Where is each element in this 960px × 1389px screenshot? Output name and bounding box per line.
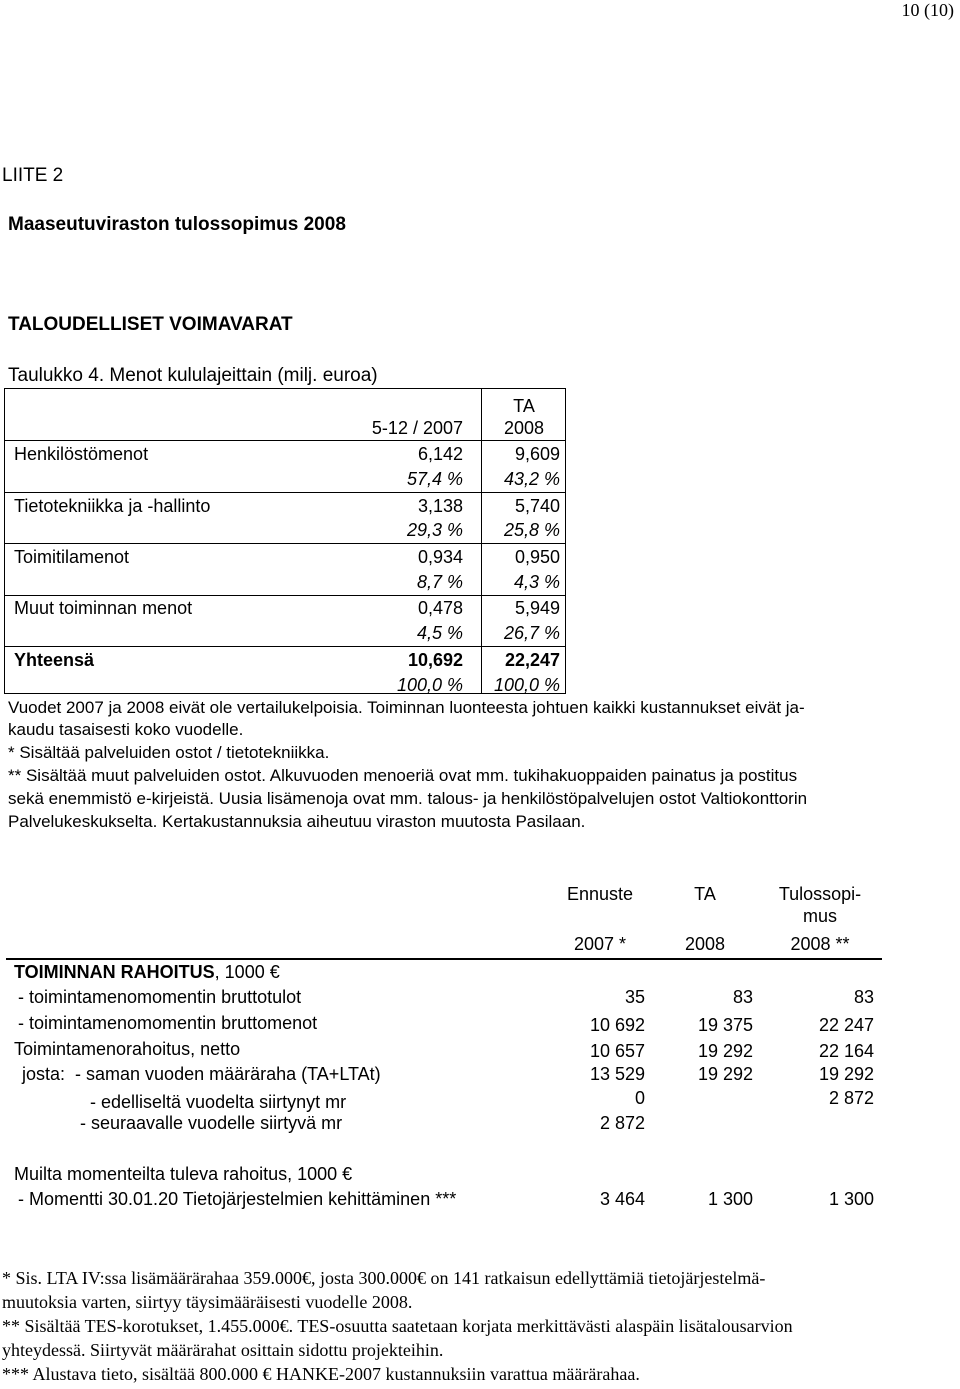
table1-total-percent-2007: 100,0 % <box>396 675 463 695</box>
footnote: muutoksia varten, siirtyy täysimääräisesti vuodelle 2008. <box>2 1292 413 1312</box>
table1-value-2008: 5,949 <box>514 598 560 618</box>
table2-value-ennuste: 0 <box>634 1088 645 1108</box>
table2-row-label: Toimintamenorahoitus, netto <box>14 1039 241 1059</box>
footnote: *** Alustava tieto, sisältää 800.000 € HANKE-2007 kustannuksiin varattua määrärahaa. <box>2 1364 640 1384</box>
table2-section1-title-unit: , 1000 € <box>214 962 280 982</box>
section-title: TALOUDELLISET VOIMAVARAT <box>8 314 293 335</box>
table2-col1-header: Ennuste <box>566 884 634 904</box>
table1-percent-2007: 4,5 % <box>416 623 463 643</box>
table1-value-2007: 0,478 <box>417 598 463 618</box>
table1-percent-2008: 25,8 % <box>503 520 560 540</box>
table2-value-ennuste: 10 692 <box>589 1015 645 1035</box>
table2-row-label: - seuraavalle vuodelle siirtyvä mr <box>80 1113 343 1133</box>
table2-value-ta: 19 375 <box>697 1015 753 1035</box>
footnote: yhteydessä. Siirtyvät määrärahat osittain sidottu projekteihin. <box>2 1340 444 1360</box>
table2-value-ta: 19 292 <box>697 1064 753 1084</box>
page-number: 10 (10) <box>901 0 954 20</box>
table2-value-ta: 1 300 <box>707 1189 753 1209</box>
table1-value-2007: 6,142 <box>417 444 463 464</box>
table1-total-percent-2008: 100,0 % <box>493 675 560 695</box>
table1-row-label: Henkilöstömenot <box>14 444 149 464</box>
table2-value-tulossopimus: 2 872 <box>828 1088 874 1108</box>
table1-row-label: Muut toiminnan menot <box>14 598 193 618</box>
table2-row-label: - toimintamenomomentin bruttotulot <box>18 987 302 1007</box>
table1-value-2007: 0,934 <box>417 547 463 567</box>
table2-col2-header: TA <box>694 884 716 904</box>
table2-value-ennuste: 13 529 <box>589 1064 645 1084</box>
table1-value-2008: 9,609 <box>514 444 560 464</box>
table1-value-2008: 0,950 <box>514 547 560 567</box>
table2-value-tulossopimus: 1 300 <box>828 1189 874 1209</box>
table1-total-label: Yhteensä <box>14 650 95 670</box>
table1-note: sekä enemmistö e-kirjeistä. Uusia lisämenoja ovat mm. talous- ja henkilöstöpalvelujen ostot Valtiokonttorin <box>8 789 808 808</box>
table2-col3-header: Tulossopi- <box>778 884 862 904</box>
table2-row-label: - toimintamenomomentin bruttomenot <box>18 1013 318 1033</box>
table2-value-tulossopimus: 19 292 <box>818 1064 874 1084</box>
table2-header-rule <box>6 958 882 960</box>
table1-percent-2008: 4,3 % <box>513 572 560 592</box>
table1-percent-2007: 8,7 % <box>416 572 463 592</box>
table2-value-ta: 19 292 <box>697 1041 753 1061</box>
table1-total-2008: 22,247 <box>504 650 560 670</box>
table1-percent-2007: 57,4 % <box>406 469 463 489</box>
table1-percent-2008: 43,2 % <box>503 469 560 489</box>
table2-col3-header-cont: mus <box>802 906 837 926</box>
table1-col2-header-year: 2008 <box>503 418 545 438</box>
table1-row-divider <box>4 492 566 493</box>
table2-col3-year: 2008 ** <box>790 934 850 954</box>
table2-section1-title-bold: TOIMINNAN RAHOITUS <box>14 962 215 982</box>
table2-value-ta: 83 <box>732 987 753 1007</box>
appendix-label: LIITE 2 <box>2 165 64 186</box>
table2-section2-title: Muilta momenteilta tuleva rahoitus, 1000 € <box>14 1164 353 1184</box>
table1-row-label: Tietotekniikka ja -hallinto <box>14 496 211 516</box>
table2-value-ennuste: 10 657 <box>589 1041 645 1061</box>
table1-col2-header-ta: TA <box>513 396 535 416</box>
table1-note: kaudu tasaisesti koko vuodelle. <box>8 720 244 739</box>
table1-note: Palvelukeskukselta. Kertakustannuksia aiheutuu viraston muutosta Pasilaan. <box>8 812 586 831</box>
table2-value-ennuste: 2 872 <box>599 1113 645 1133</box>
table2-col1-year: 2007 * <box>573 934 627 954</box>
table1-row-label: Toimitilamenot <box>14 547 130 567</box>
table2-value-ennuste: 35 <box>624 987 645 1007</box>
table1-note: * Sisältää palveluiden ostot / tietotekniikka. <box>8 743 330 762</box>
table2-value-ennuste: 3 464 <box>599 1189 645 1209</box>
table1-percent-2008: 26,7 % <box>503 623 560 643</box>
table2-row-label: josta: - saman vuoden määräraha (TA+LTAt) <box>22 1064 381 1084</box>
table2-col2-year: 2008 <box>684 934 726 954</box>
table1-value-2008: 5,740 <box>514 496 560 516</box>
table2-row-label: - edelliseltä vuodelta siirtynyt mr <box>90 1092 347 1112</box>
table1-row-divider <box>4 595 566 596</box>
table1-row-divider <box>4 646 566 647</box>
table2-row-label: - Momentti 30.01.20 Tietojärjestelmien kehittäminen *** <box>18 1189 457 1209</box>
table1-row-divider <box>4 440 566 441</box>
table1-note: ** Sisältää muut palveluiden ostot. Alkuvuoden menoeriä ovat mm. tukihakuoppaiden painatus ja postitus <box>8 766 798 785</box>
table2-value-tulossopimus: 83 <box>853 987 874 1007</box>
table1-percent-2007: 29,3 % <box>406 520 463 540</box>
table1-col1-header: 5-12 / 2007 <box>371 418 463 438</box>
table1-row-divider <box>4 543 566 544</box>
table1-total-2007: 10,692 <box>407 650 463 670</box>
table1-caption: Taulukko 4. Menot kululajeittain (milj. euroa) <box>8 365 378 386</box>
table1-value-2007: 3,138 <box>417 496 463 516</box>
table2-section1-title <box>14 962 280 983</box>
footnote: ** Sisältää TES-korotukset, 1.455.000€. TES-osuutta saatetaan korjata merkittävästi alaspäin lisätalousarvion <box>2 1316 793 1336</box>
footnote: * Sis. LTA IV:ssa lisämäärärahaa 359.000€, josta 300.000€ on 141 ratkaisun edellyttämiä tietojärjestelmä- <box>2 1268 766 1288</box>
document-title: Maaseutuviraston tulossopimus 2008 <box>8 214 346 235</box>
table2-value-tulossopimus: 22 164 <box>818 1041 874 1061</box>
table2-value-tulossopimus: 22 247 <box>818 1015 874 1035</box>
table1-note: Vuodet 2007 ja 2008 eivät ole vertailukelpoisia. Toiminnan luonteesta johtuen kaikki kustannukset eivät ja- <box>8 698 805 717</box>
